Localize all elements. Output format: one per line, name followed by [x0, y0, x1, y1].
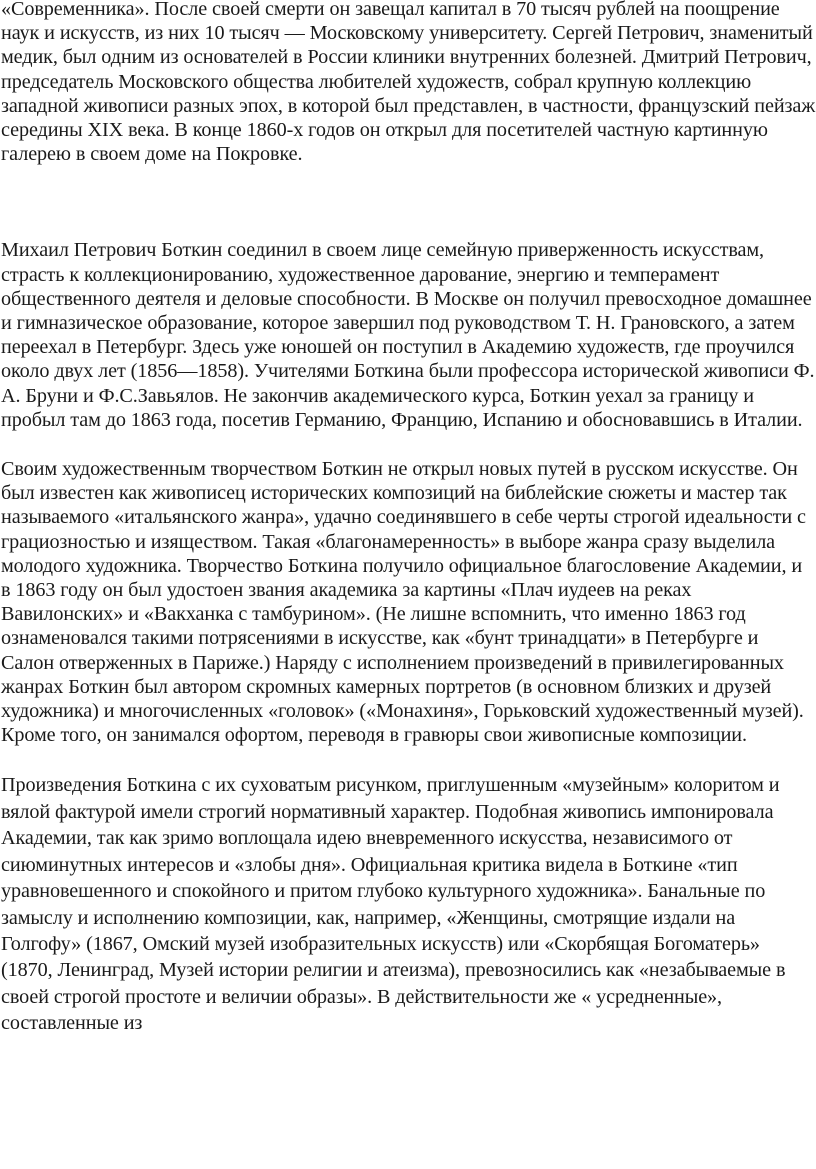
paragraph-3: Своим художественным творчеством Боткин не открыл новых путей в русском искусстве. Он был известен как живописец исторических композиций на библейские сюжеты и мастер так называемого «итальянского жанра», удачно соединявшего в себе черты строгой идеальности с грациозностью и изяществом. Такая «благонамеренность» в выборе жанра сразу выделила молодого художника. Творчество Боткина получило официальное благословение Академии, и в 1863 году он был удостоен звания академика за картины «Плач иудеев на реках Вавилонских» и «Вакханка с тамбурином». (Не лишне вспомнить, что именно 1863 год ознаменовался такими потрясениями в искусстве, как «бунт тринадцати» в Петербурге и Салон отверженных в Париже.) Наряду с исполнением произведений в привилегированных жанрах Боткин был автором скромных камерных портретов (в основном близких и друзей художника) и многочисленных «головок» («Монахиня», Горьковский художественный музей). Кроме того, он занимался офортом, переводя в гравюры свои живописные композиции. — [1, 458, 806, 747]
paragraph-1: «Современника». После своей смерти он завещал капитал в 70 тысяч рублей на поощрение наук и искусств, из них 10 тысяч — Московскому университету. Сергей Петрович, знаменитый медик, был одним из основателей в России клиники внутренних болезней. Дмитрий Петрович, председатель Московского общества любителей художеств, собрал крупную коллекцию западной живописи разных эпох, в которой был представлен, в частности, французский пейзаж середины XIX века. В конце 1860-х годов он открыл для посетителей частную картинную галерею в своем доме на Покровке. — [1, 0, 816, 166]
paragraph-2: Михаил Петрович Боткин соединил в своем лице семейную приверженность искусствам, страсть к коллекционированию, художественное дарование, энергию и темперамент общественного деятеля и деловые способности. В Москве он получил превосходное домашнее и гимназическое образование, которое завершил под руководством Т. Н. Грановского, а затем переехал в Петербург. Здесь уже юношей он поступил в Академию художеств, где проучился около двух лет (1856—1858). Учителями Боткина были профессора исторической живописи Ф. А. Бруни и Ф.С.Завьялов. Не закончив академического курса, Боткин уехал за границу и пробыл там до 1863 года, посетив Германию, Францию, Испанию и обосновавшись в Италии. — [1, 239, 815, 431]
paragraph-4: Произведения Боткина с их суховатым рисунком, приглушенным «музейным» колоритом и вялой фактурой имели строгий нормативный характер. Подобная живопись импонировала Академии, так как зримо воплощала идею вневременного искусства, независимого от сиюминутных интересов и «злобы дня». Официальная критика видела в Боткине «тип уравновешенного и спокойного и притом глубоко культурного художника». Банальные по замыслу и исполнению композиции, как, например, «Женщины, смотрящие издали на Голгофу» (1867, Омский музей изобразительных искусств) или «Скорбящая Богоматерь» (1870, Ленинград, Музей истории религии и атеизма), превозносились как «незабываемые в своей строгой простоте и величии образы». В действительности же « усредненные», составленные из — [1, 774, 786, 1035]
